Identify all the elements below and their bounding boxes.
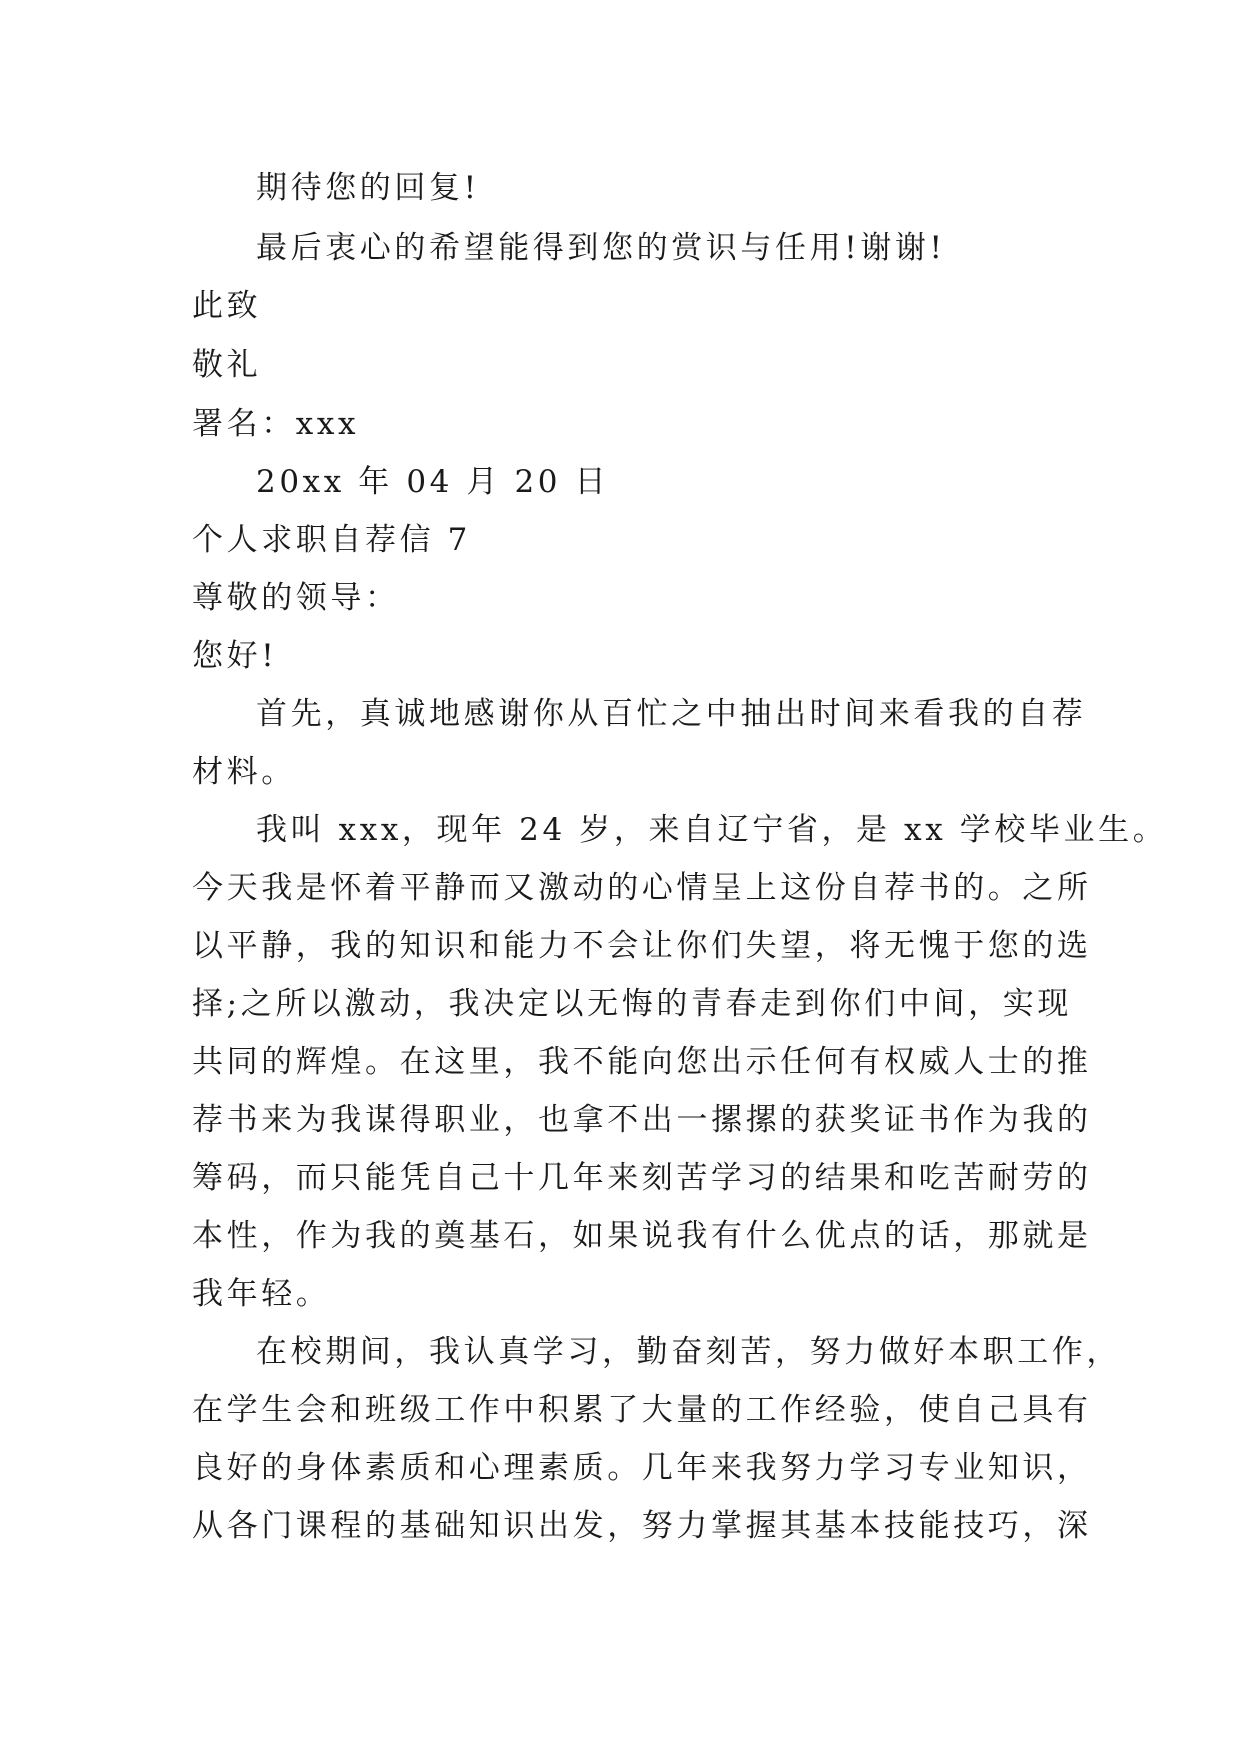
paragraph-line: 首先，真诚地感谢你从百忙之中抽出时间来看我的自荐 <box>256 696 1087 732</box>
paragraph-line: 荐书来为我谋得职业，也拿不出一摞摞的获奖证书作为我的 <box>192 1102 1092 1138</box>
closing-line: 期待您的回复! <box>256 170 480 206</box>
salutation-line: 敬礼 <box>192 347 262 383</box>
greeting-line: 尊敬的领导： <box>192 580 400 616</box>
paragraph-line: 材料。 <box>192 754 296 790</box>
paragraph-line: 本性，作为我的奠基石，如果说我有什么优点的话，那就是 <box>192 1218 1092 1254</box>
paragraph-line: 筹码，而只能凭自己十几年来刻苦学习的结果和吃苦耐劳的 <box>192 1160 1092 1196</box>
paragraph-line: 在校期间，我认真学习，勤奋刻苦，努力做好本职工作， <box>256 1334 1121 1370</box>
paragraph-line: 我叫 xxx，现年 24 岁，来自辽宁省，是 xx 学校毕业生。 <box>256 812 1168 848</box>
greeting-line: 您好! <box>192 638 278 674</box>
section-title: 个人求职自荐信 7 <box>192 522 471 558</box>
date-line: 20xx 年 04 月 20 日 <box>256 464 610 500</box>
signature-line: 署名：xxx <box>192 406 360 442</box>
closing-line: 最后衷心的希望能得到您的赏识与任用!谢谢! <box>256 230 946 266</box>
salutation-line: 此致 <box>192 288 262 324</box>
paragraph-line: 以平静，我的知识和能力不会让你们失望，将无愧于您的选 <box>192 928 1092 964</box>
paragraph-line: 我年轻。 <box>192 1276 331 1312</box>
paragraph-line: 从各门课程的基础知识出发，努力掌握其基本技能技巧，深 <box>192 1508 1092 1544</box>
paragraph-line: 在学生会和班级工作中积累了大量的工作经验，使自己具有 <box>192 1392 1092 1428</box>
paragraph-line: 共同的辉煌。在这里，我不能向您出示任何有权威人士的推 <box>192 1044 1092 1080</box>
paragraph-line: 择;之所以激动，我决定以无悔的青春走到你们中间，实现 <box>192 986 1072 1022</box>
paragraph-line: 良好的身体素质和心理素质。几年来我努力学习专业知识， <box>192 1450 1092 1486</box>
paragraph-line: 今天我是怀着平静而又激动的心情呈上这份自荐书的。之所 <box>192 870 1092 906</box>
